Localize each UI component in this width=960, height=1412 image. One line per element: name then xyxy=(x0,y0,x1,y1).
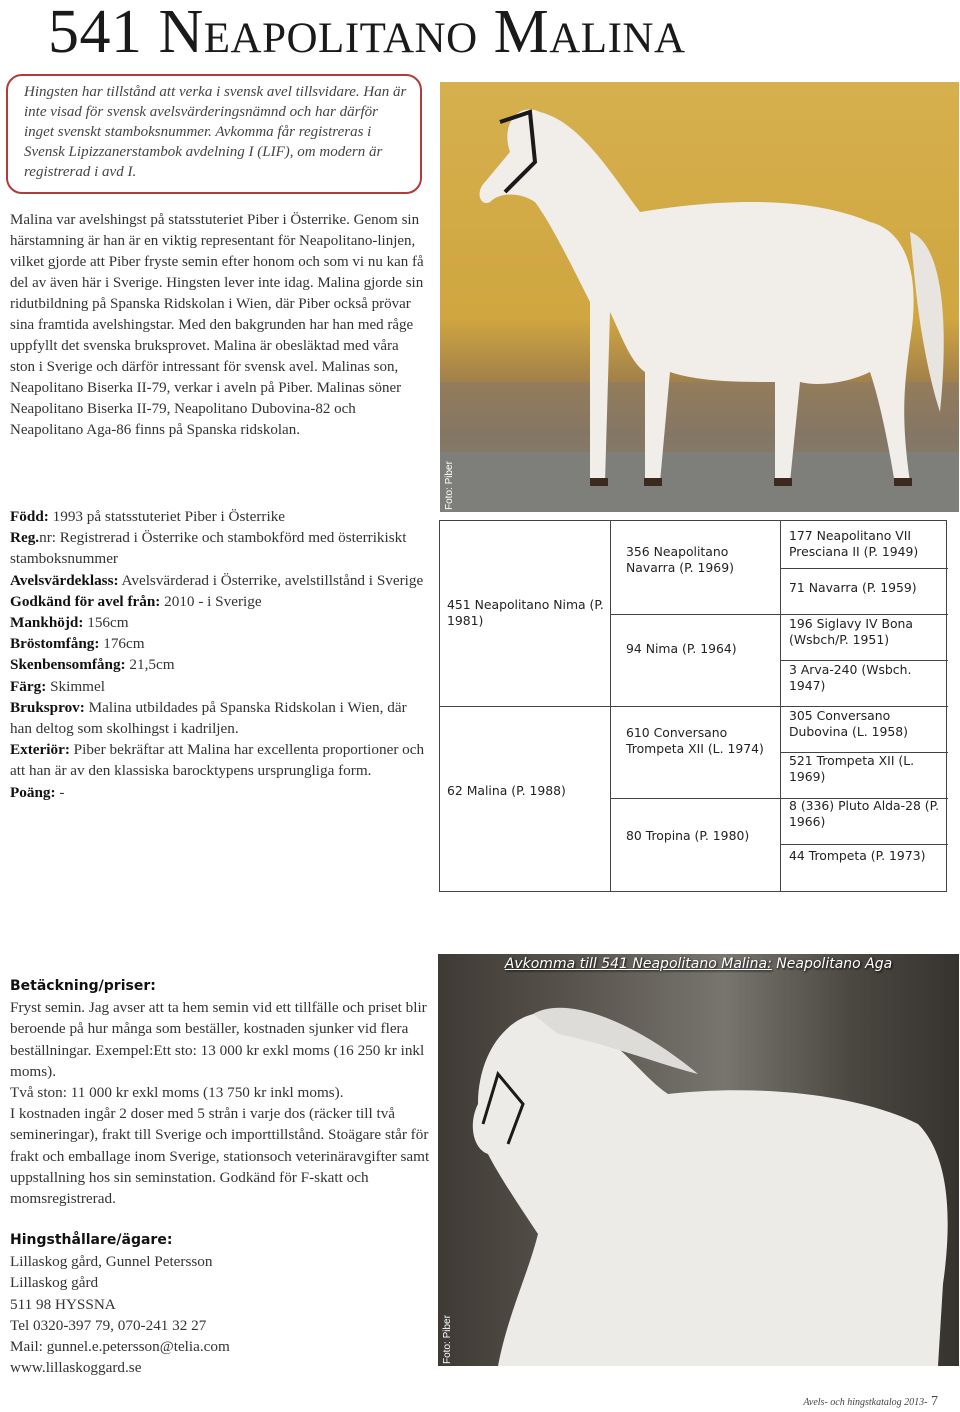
pedigree-ds: 610 Conversano Trompeta XII (L. 1974) xyxy=(626,725,764,756)
offspring-photo xyxy=(438,954,959,1366)
permission-notice: Hingsten har tillstånd att verka i svensk avel tillsvidare. Han är inte visad för svensk avelsvärderingsnämnd och har därför inget svenskt stamboksnummer. Avkomma får registreras i Svensk Lipizzanerstambok avdelning I (LIF), om modern är registrerad i avd I. xyxy=(6,74,422,194)
pedigree-ddd: 44 Trompeta (P. 1973) xyxy=(789,848,926,863)
pedigree-sss: 177 Neapolitano VII Presciana II (P. 1949) xyxy=(789,528,919,559)
description-paragraph: Malina var avelshingst på statsstuteriet Piber i Österrike. Genom sin härstamning är han är en viktig representant för Neapolitano-linjen, vilket gjorde att Piber fryste semin efter honom och som vi nu kan få del av även här i Sverige. Hingsten lever inte idag. Malina gjorde sin ridutbildning på Spanska Ridskolan i Wien, där Piber också prövar sina framtida avelshingstar. Med den bakgrunden har han med råge uppfyllt det svenska bruksprovet. Malina är obesläktad med våra ston i Sverige och därför intressant för svensk avel. Malinas son, Neapolitano Biserka II-79, verkar i aveln på Piber. Malinas söner Neapolitano Biserka II-79, Neapolitano Dubovina-82 och Neapolitano Aga-86 finns på Spanska ridskolan. xyxy=(10,212,424,438)
price-section xyxy=(10,976,430,1209)
owner-website-link[interactable]: www.lillaskoggard.se xyxy=(10,1359,142,1377)
pedigree-dds: 8 (336) Pluto Alda-28 (P. 1966) xyxy=(789,798,940,829)
photo-credit: Foto: Piber xyxy=(444,461,455,510)
pedigree-ssd: 71 Navarra (P. 1959) xyxy=(789,580,917,595)
owner-line: Lillaskog gård, Gunnel Petersson xyxy=(10,1253,213,1271)
facts-list xyxy=(10,506,430,803)
pedigree-sds: 196 Siglavy IV Bona (Wsbch/P. 1951) xyxy=(789,616,913,647)
price-line: Fryst semin. Jag avser att ta hem semin vid ett tillfälle och priset blir beroende på hur många som beställer, kostnaden sjunker vid flera beställningar. Exempel:Ett sto: 13 000 kr exkl moms (16 250 kr inkl moms). xyxy=(10,999,427,1080)
fact-class: Avelsvärdeklass: Avelsvärderad i Österrike, avelstillstånd i Sverige xyxy=(10,571,424,589)
fact-reg: Reg.nr: Registrerad i Österrike och stambokförd med österrikiskt stamboksnummer xyxy=(10,529,407,568)
offspring-illustration xyxy=(438,954,959,1366)
pedigree-sd: 94 Nima (P. 1964) xyxy=(626,641,737,656)
pedigree-ss: 356 Neapolitano Navarra (P. 1969) xyxy=(626,544,734,575)
pedigree-sire: 451 Neapolitano Nima (P. 1981) xyxy=(447,597,604,628)
description xyxy=(10,210,426,441)
owner-heading: Hingsthållare/ägare: xyxy=(10,1232,173,1248)
stallion-illustration xyxy=(440,82,959,512)
fact-born: Född: 1993 på statsstuteriet Piber i Österrike xyxy=(10,508,286,525)
fact-bone: Skenbensomfång: 21,5cm xyxy=(10,656,175,674)
owner-line: Lillaskog gård xyxy=(10,1274,99,1292)
pedigree-dsd: 521 Trompeta XII (L. 1969) xyxy=(789,753,915,784)
price-line: Två ston: 11 000 kr exkl moms (13 750 kr inkl moms). xyxy=(10,1084,344,1102)
owner-section xyxy=(10,1230,430,1378)
price-line: I kostnaden ingår 2 doser med 5 strån i varje dos (räcker till två semineringar), frakt till Sverige och importtillstånd. Stoägare står för frakt och emballage inom Sverige, stationsoch veterinäravgifter samt uppstallning hos sin seminstation. Godkänd för F-skatt och momsregistrerad. xyxy=(10,1105,430,1208)
pedigree-sdd: 3 Arva-240 (Wsbch. 1947) xyxy=(789,662,912,693)
pedigree-dd: 80 Tropina (P. 1980) xyxy=(626,828,750,843)
fact-color: Färg: Skimmel xyxy=(10,677,105,695)
owner-line: 511 98 HYSSNA xyxy=(10,1295,116,1313)
fact-performance: Bruksprov: Malina utbildades på Spanska Ridskolan i Wien, där han deltog som skolhingst i kadriljen. xyxy=(10,698,407,738)
offspring-caption: Avkomma till 541 Neapolitano Malina: Neapolitano Aga xyxy=(504,956,893,972)
photo-credit: Foto: Piber xyxy=(442,1315,453,1364)
page-number: 7 xyxy=(927,1394,938,1409)
page-footer xyxy=(803,1394,938,1410)
pedigree-dam: 62 Malina (P. 1988) xyxy=(447,783,566,798)
page-title: 541 Neapolitano Malina xyxy=(48,0,686,66)
fact-points: Poäng: - xyxy=(10,783,65,801)
owner-line: Mail: gunnel.e.petersson@telia.com xyxy=(10,1338,230,1356)
footer-text: Avels- och hingstkatalog 2013- xyxy=(803,1397,928,1408)
stallion-photo xyxy=(440,82,959,512)
fact-exterior: Exteriör: Piber bekräftar att Malina har excellenta proportioner och att han är av den klassiska barocktypens ursprungliga form. xyxy=(10,741,425,780)
price-heading: Betäckning/priser: xyxy=(10,978,156,994)
fact-chest: Bröstomfång: 176cm xyxy=(10,635,145,653)
pedigree-table xyxy=(439,520,947,892)
fact-height: Mankhöjd: 156cm xyxy=(10,614,129,632)
pedigree-dss: 305 Conversano Dubovina (L. 1958) xyxy=(789,708,908,739)
owner-line: Tel 0320-397 79, 070-241 32 27 xyxy=(10,1316,207,1334)
fact-approved: Godkänd för avel från: 2010 - i Sverige xyxy=(10,592,262,610)
